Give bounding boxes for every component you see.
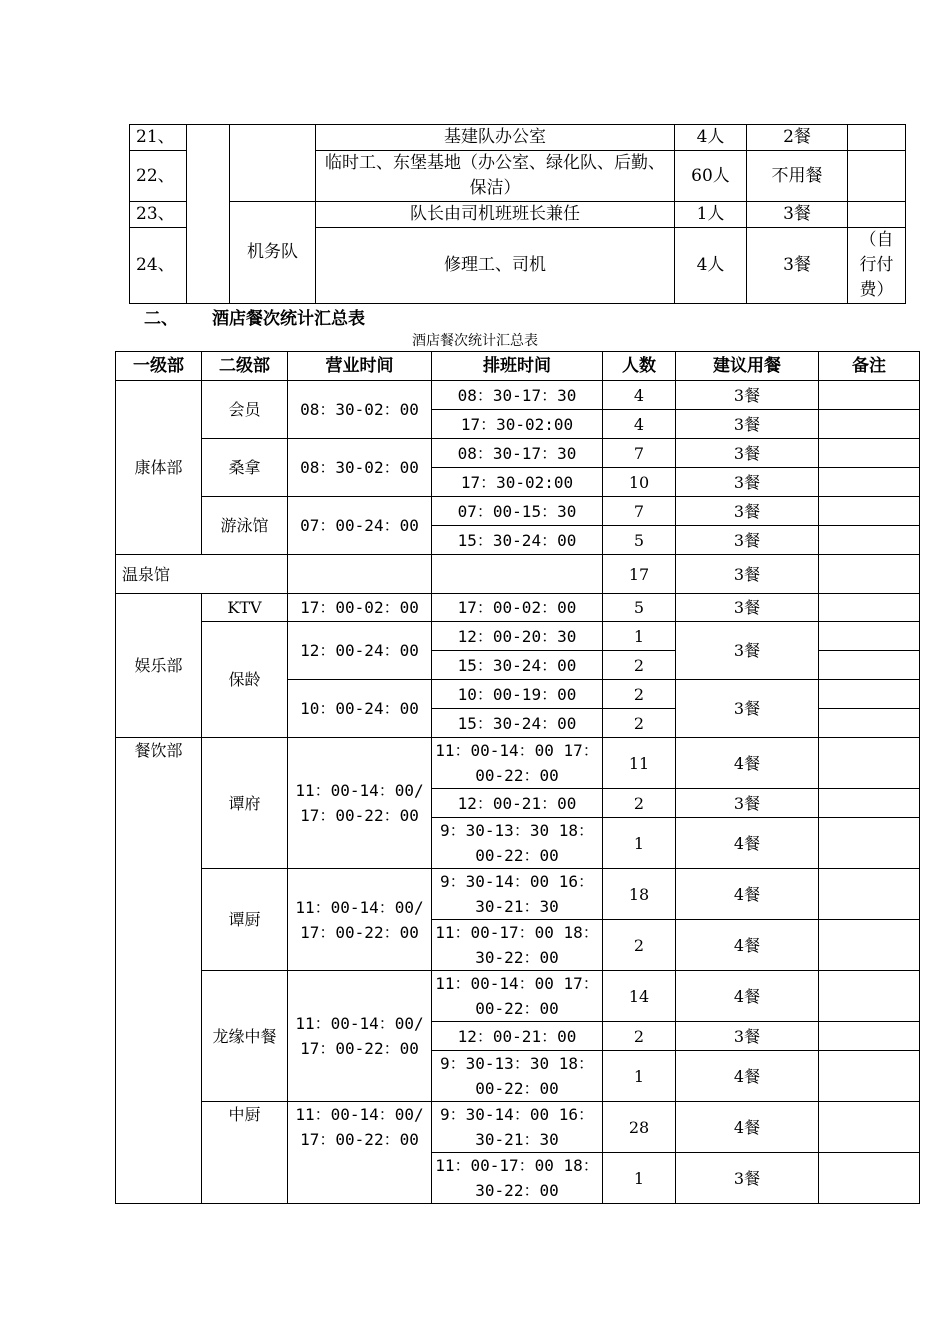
shift-hours: 9：30-14：00 16：30-21：30 — [432, 1102, 603, 1153]
headcount: 7 — [603, 439, 676, 468]
shift-hours: 11：00-14：00 17：00-22：00 — [432, 971, 603, 1022]
headcount: 4人 — [675, 125, 747, 151]
dept1-cell: 餐饮部 — [116, 738, 202, 1204]
headcount: 1人 — [675, 202, 747, 228]
remarks — [819, 651, 920, 680]
meals: 3餐 — [676, 381, 819, 410]
meals: 3餐 — [676, 594, 819, 622]
dept2-cell: 谭府 — [202, 738, 288, 869]
shift-hours: 15：30-24：00 — [432, 526, 603, 555]
headcount: 11 — [603, 738, 676, 789]
shift-hours: 11：00-17：00 18：30-22：00 — [432, 1153, 603, 1204]
headcount: 1 — [603, 622, 676, 651]
shift-hours — [432, 555, 603, 594]
meal-count: 3餐 — [747, 202, 848, 228]
table-row — [116, 622, 920, 651]
shift-hours: 9：30-13：30 18：00-22：00 — [432, 1051, 603, 1102]
note — [848, 202, 906, 228]
headcount: 28 — [603, 1102, 676, 1153]
business-hours: 11：00-14：00/ 17：00-22：00 — [288, 971, 432, 1102]
meals: 4餐 — [676, 971, 819, 1022]
dept2-cell: 谭厨 — [202, 869, 288, 971]
remarks — [819, 594, 920, 622]
table-caption: 酒店餐次统计汇总表 — [412, 333, 538, 349]
shift-hours: 9：30-14：00 16：30-21：30 — [432, 869, 603, 920]
row-number: 22、 — [130, 151, 187, 202]
shift-hours: 17：00-02：00 — [432, 594, 603, 622]
table-row — [116, 381, 920, 410]
dept2-cell: 桑拿 — [202, 439, 288, 497]
table-row — [116, 497, 920, 526]
remarks — [819, 869, 920, 920]
headcount: 2 — [603, 1022, 676, 1051]
remarks — [819, 738, 920, 789]
blank-cell — [230, 125, 316, 202]
meals: 4餐 — [676, 1102, 819, 1153]
table-row — [116, 869, 920, 920]
row-number: 21、 — [130, 125, 187, 151]
remarks — [819, 381, 920, 410]
remarks — [819, 526, 920, 555]
dept2-cell: 龙缘中餐 — [202, 971, 288, 1102]
headcount: 4人 — [675, 228, 747, 304]
dept1-cell: 娱乐部 — [116, 594, 202, 738]
position-name: 临时工、东堡基地（办公室、绿化队、后勤、保洁） — [316, 151, 675, 202]
headcount: 2 — [603, 680, 676, 709]
dept2-cell: 游泳馆 — [202, 497, 288, 555]
meals: 3餐 — [676, 680, 819, 738]
meal-summary-table — [115, 351, 920, 1204]
blank-cell — [187, 125, 230, 304]
headcount: 60人 — [675, 151, 747, 202]
position-name: 队长由司机班班长兼任 — [316, 202, 675, 228]
col-header-meals: 建议用餐 — [676, 352, 819, 381]
meals: 4餐 — [676, 1051, 819, 1102]
remarks — [819, 1051, 920, 1102]
remarks — [819, 555, 920, 594]
section-title: 酒店餐次统计汇总表 — [212, 309, 365, 329]
meal-count: 不用餐 — [747, 151, 848, 202]
business-hours: 17：00-02：00 — [288, 594, 432, 622]
remarks — [819, 1022, 920, 1051]
meals: 3餐 — [676, 497, 819, 526]
shift-hours: 08：30-17：30 — [432, 381, 603, 410]
headcount: 5 — [603, 594, 676, 622]
meals: 3餐 — [676, 1022, 819, 1051]
remarks — [819, 789, 920, 818]
position-name: 基建队办公室 — [316, 125, 675, 151]
business-hours — [288, 555, 432, 594]
meal-count: 3餐 — [747, 228, 848, 304]
shift-hours: 9：30-13：30 18：00-22：00 — [432, 818, 603, 869]
business-hours: 11：00-14：00/ 17：00-22：00 — [288, 738, 432, 869]
business-hours: 11：00-14：00/ 17：00-22：00 — [288, 1102, 432, 1204]
table-row — [116, 971, 920, 1022]
remarks — [819, 497, 920, 526]
headcount: 5 — [603, 526, 676, 555]
table-row — [116, 1102, 920, 1153]
section-number: 二、 — [144, 309, 178, 329]
dept2-cell: KTV — [202, 594, 288, 622]
note — [848, 125, 906, 151]
note — [848, 151, 906, 202]
headcount: 1 — [603, 1153, 676, 1204]
meals: 3餐 — [676, 789, 819, 818]
shift-hours: 12：00-21：00 — [432, 1022, 603, 1051]
table-row — [116, 738, 920, 789]
headcount: 17 — [603, 555, 676, 594]
remarks — [819, 622, 920, 651]
note: （自行付费） — [848, 228, 906, 304]
business-hours: 10：00-24：00 — [288, 680, 432, 738]
remarks — [819, 1153, 920, 1204]
shift-hours: 15：30-24：00 — [432, 709, 603, 738]
headcount: 4 — [603, 410, 676, 439]
headcount: 1 — [603, 1051, 676, 1102]
meals: 3餐 — [676, 526, 819, 555]
remarks — [819, 410, 920, 439]
table-row — [116, 555, 920, 594]
headcount: 10 — [603, 468, 676, 497]
remarks — [819, 920, 920, 971]
meals: 4餐 — [676, 818, 819, 869]
col-header-business-hours: 营业时间 — [288, 352, 432, 381]
dept1-cell: 康体部 — [116, 381, 202, 555]
shift-hours: 11：00-17：00 18：30-22：00 — [432, 920, 603, 971]
col-header-dept2: 二级部 — [202, 352, 288, 381]
remarks — [819, 468, 920, 497]
row-number: 23、 — [130, 202, 187, 228]
table-row — [116, 439, 920, 468]
dept2-cell: 中厨 — [202, 1102, 288, 1204]
business-hours: 08：30-02：00 — [288, 439, 432, 497]
group-label: 机务队 — [230, 202, 316, 304]
meal-count: 2餐 — [747, 125, 848, 151]
meals: 4餐 — [676, 869, 819, 920]
headcount: 2 — [603, 789, 676, 818]
shift-hours: 15：30-24：00 — [432, 651, 603, 680]
remarks — [819, 971, 920, 1022]
headcount: 2 — [603, 920, 676, 971]
shift-hours: 12：00-20：30 — [432, 622, 603, 651]
headcount: 1 — [603, 818, 676, 869]
table-row — [116, 594, 920, 622]
business-hours: 11：00-14：00/ 17：00-22：00 — [288, 869, 432, 971]
section-heading — [144, 304, 365, 329]
shift-hours: 08：30-17：30 — [432, 439, 603, 468]
meals: 3餐 — [676, 439, 819, 468]
remarks — [819, 1102, 920, 1153]
headcount: 2 — [603, 651, 676, 680]
shift-hours: 17：30-02:00 — [432, 410, 603, 439]
headcount: 14 — [603, 971, 676, 1022]
meals: 3餐 — [676, 622, 819, 680]
business-hours: 07：00-24：00 — [288, 497, 432, 555]
dept2-cell: 会员 — [202, 381, 288, 439]
position-name: 修理工、司机 — [316, 228, 675, 304]
shift-hours: 10：00-19：00 — [432, 680, 603, 709]
col-header-shift-hours: 排班时间 — [432, 352, 603, 381]
dept2-cell: 保龄 — [202, 622, 288, 738]
meals: 3餐 — [676, 555, 819, 594]
header-row — [116, 352, 920, 381]
shift-hours: 11：00-14：00 17：00-22：00 — [432, 738, 603, 789]
remarks — [819, 818, 920, 869]
shift-hours: 12：00-21：00 — [432, 789, 603, 818]
headcount: 4 — [603, 381, 676, 410]
remarks — [819, 439, 920, 468]
col-header-remarks: 备注 — [819, 352, 920, 381]
meals: 3餐 — [676, 468, 819, 497]
business-hours: 08：30-02：00 — [288, 381, 432, 439]
headcount: 2 — [603, 709, 676, 738]
meals: 3餐 — [676, 410, 819, 439]
row-number: 24、 — [130, 228, 187, 304]
headcount: 7 — [603, 497, 676, 526]
business-hours: 12：00-24：00 — [288, 622, 432, 680]
shift-hours: 07：00-15：30 — [432, 497, 603, 526]
col-header-dept1: 一级部 — [116, 352, 202, 381]
headcount: 18 — [603, 869, 676, 920]
meals: 4餐 — [676, 920, 819, 971]
staff-meal-table-continued — [129, 124, 906, 304]
remarks — [819, 680, 920, 709]
meals: 3餐 — [676, 1153, 819, 1204]
col-header-headcount: 人数 — [603, 352, 676, 381]
remarks — [819, 709, 920, 738]
shift-hours: 17：30-02:00 — [432, 468, 603, 497]
dept1-cell: 温泉馆 — [116, 555, 288, 594]
meals: 4餐 — [676, 738, 819, 789]
